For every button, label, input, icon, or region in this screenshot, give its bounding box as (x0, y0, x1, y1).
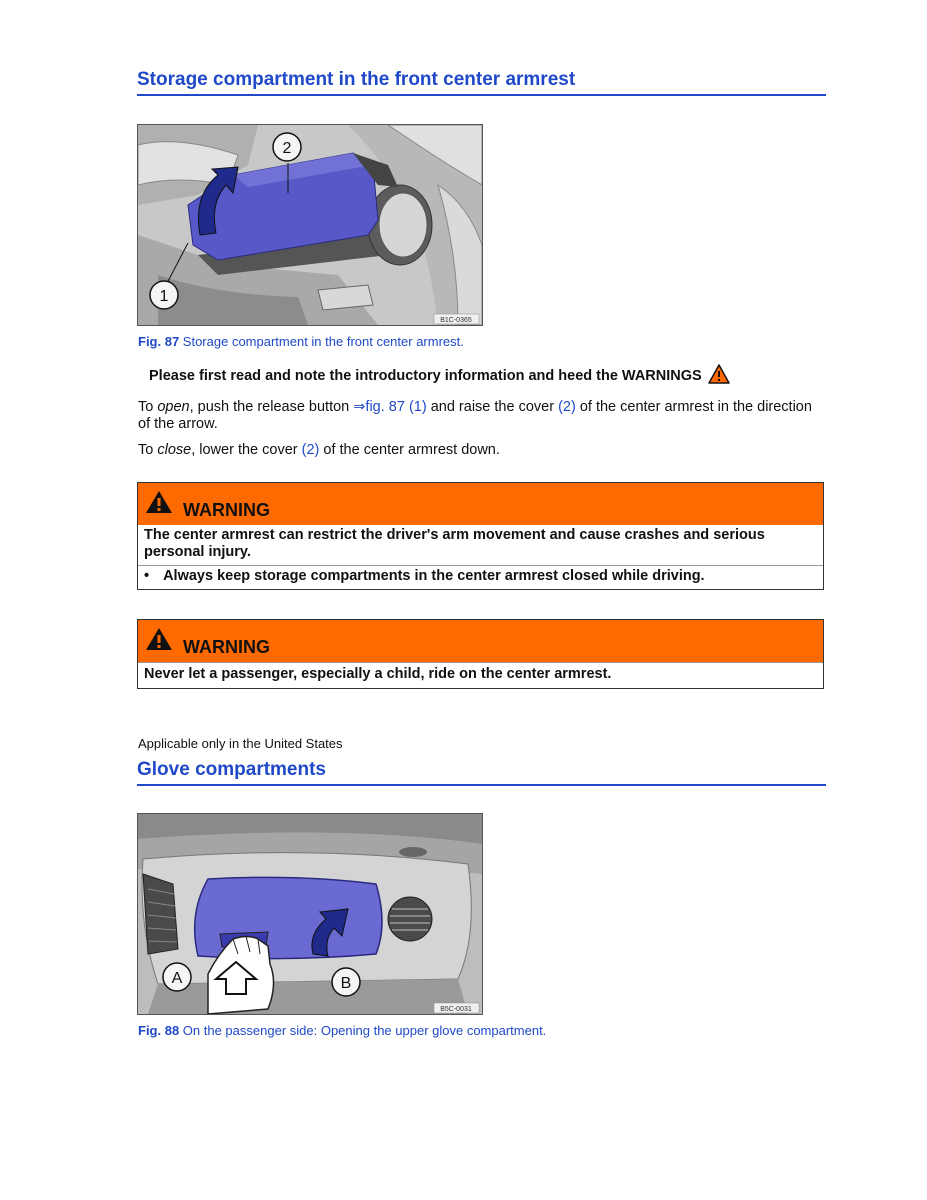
cover-2-link[interactable]: (2) (301, 442, 320, 458)
warning-triangle-icon[interactable] (708, 364, 730, 388)
paragraph-close (138, 442, 818, 459)
section-heading-glove: Glove compartments (137, 759, 826, 786)
callout-b: B (340, 975, 352, 992)
warning-title: WARNING (183, 637, 270, 657)
warning-box-1 (137, 482, 824, 590)
read-warnings-note (149, 364, 730, 388)
figure-87-caption (138, 334, 464, 349)
cover-2-link[interactable]: (2) (558, 399, 576, 415)
text-span: , push the release button (189, 399, 354, 415)
text-italic: close (157, 442, 192, 458)
applicability-note: Applicable only in the United States (138, 736, 343, 751)
caption-text: On the passenger side: Opening the upper glove compartment. (179, 1023, 547, 1038)
caption-label: Fig. 88 (138, 1023, 180, 1038)
paragraph-open (138, 399, 818, 433)
callout-a: A (171, 970, 183, 987)
warning-text: The center armrest can restrict the driver's arm movement and cause crashes and serious personal injury. (144, 527, 765, 560)
text-italic: open (157, 399, 190, 415)
callout-2: 2 (282, 140, 292, 157)
text-span: of the center armrest down. (319, 442, 500, 458)
caption-text: Storage compartment in the front center armrest. (179, 334, 464, 349)
figure-88-caption (138, 1023, 546, 1038)
warning-header (138, 620, 823, 662)
text-span: , lower the cover (191, 442, 302, 458)
figure-88-glove-image (137, 813, 483, 1015)
text-span: To (138, 442, 158, 458)
caption-label: Fig. 87 (138, 334, 180, 349)
warning-triangle-icon (145, 490, 173, 521)
bullet-text: Always keep storage compartments in the center armrest closed while driving. (163, 568, 705, 584)
fig-87-link[interactable]: ⇒fig. 87 (1) (353, 399, 427, 415)
figure-87-armrest-image (137, 124, 483, 326)
bullet-marker: • (144, 568, 150, 584)
warning-title: WARNING (183, 500, 270, 520)
warning-text: Never let a passenger, especially a child, ride on the center armrest. (138, 662, 823, 688)
text-span: To (138, 399, 158, 415)
warning-triangle-icon (145, 627, 173, 658)
text-span: of the center armrest in the direction of the arrow. (138, 399, 812, 432)
figure-code: B1C-0365 (440, 317, 472, 324)
warning-box-2 (137, 619, 824, 689)
warning-header (138, 483, 823, 525)
note-text: Please first read and note the introductory information and heed the WARNINGS (149, 368, 702, 384)
text-span: and raise the cover (426, 399, 559, 415)
figure-code: B5C-0031 (440, 1006, 472, 1013)
callout-1: 1 (159, 288, 169, 305)
section-heading-armrest: Storage compartment in the front center armrest (137, 69, 826, 96)
warning-bullet (138, 565, 823, 589)
